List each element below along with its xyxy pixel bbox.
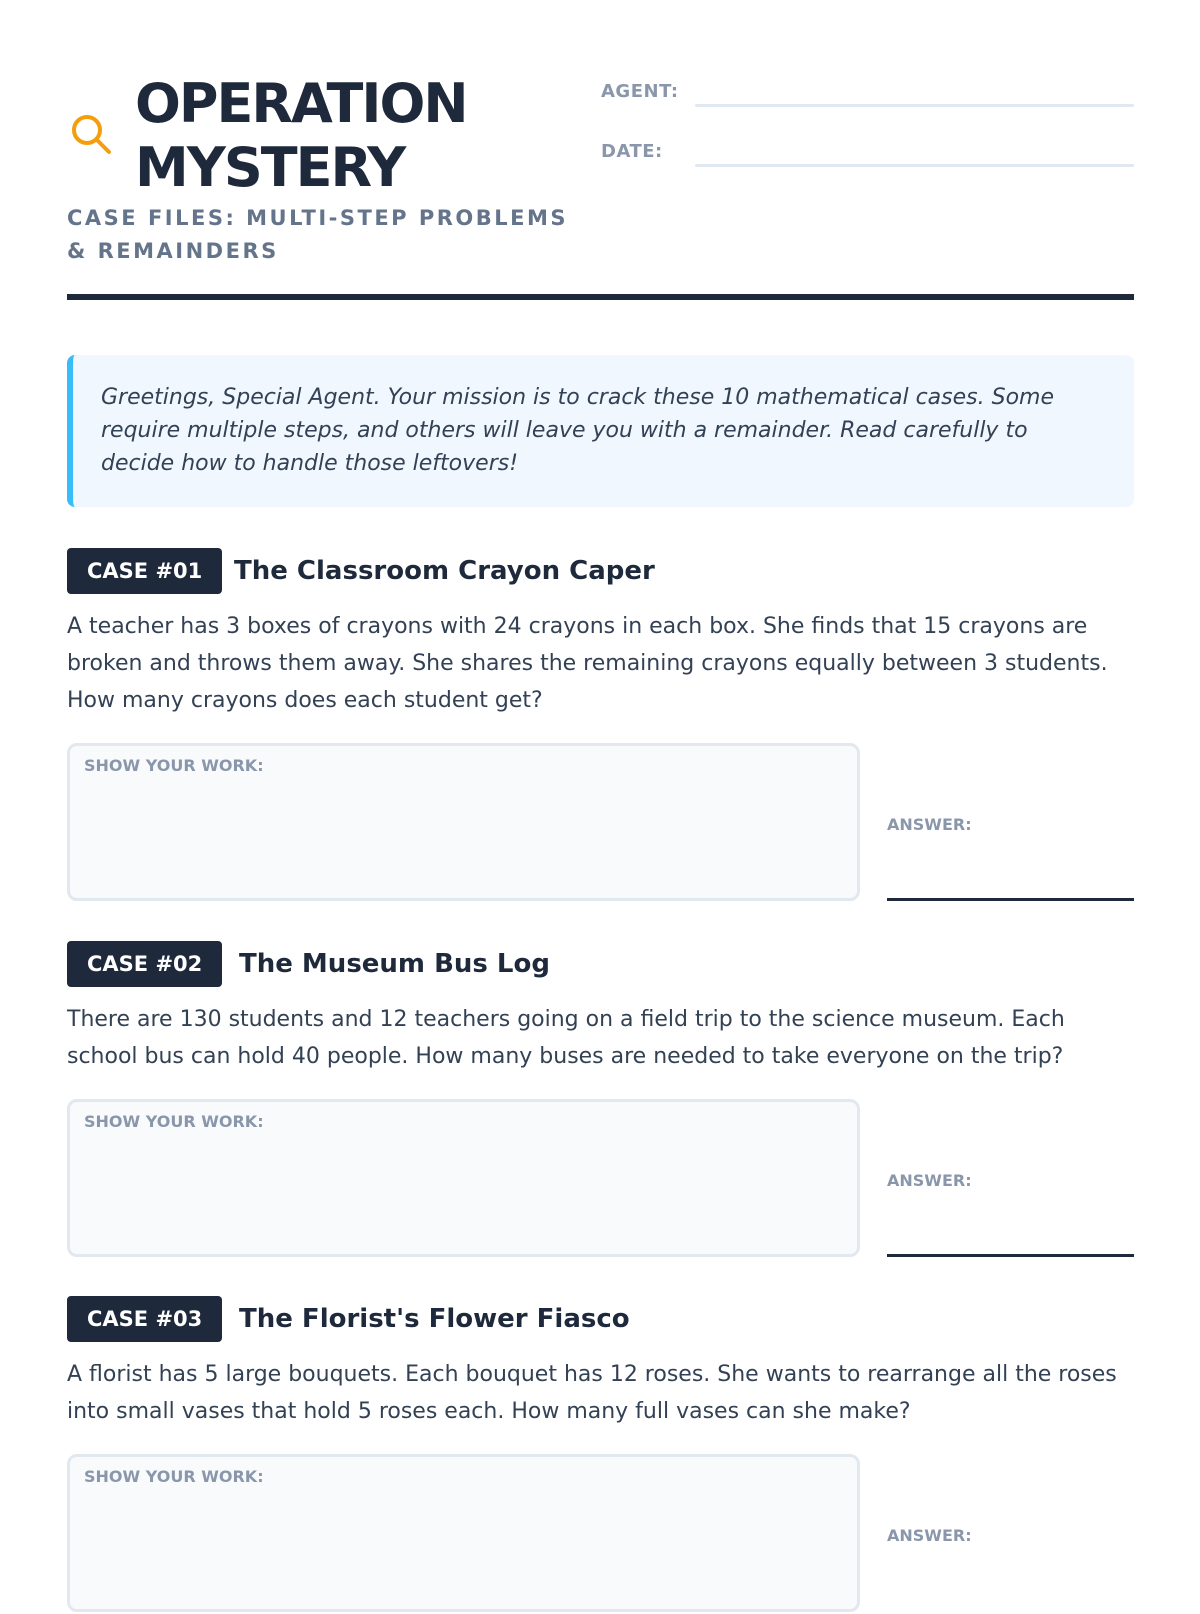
case-card — [67, 941, 1134, 1259]
worksheet-header — [67, 0, 1134, 300]
intro-text: Greetings, Special Agent. Your mission is to crack these 10 mathematical cases. Some require multiple steps, and others will leave you with a remainder. Read carefully to decide how to handle those leftovers! — [101, 385, 1055, 476]
agent-fields — [601, 78, 1134, 198]
date-input-line[interactable] — [695, 164, 1134, 167]
mission-intro — [67, 355, 1134, 507]
case-badge: CASE #01 — [67, 548, 222, 594]
work-area — [67, 1454, 1134, 1614]
work-area — [67, 743, 1134, 903]
title-line-2: MYSTERY — [135, 136, 405, 199]
case-problem-text: There are 130 students and 12 teachers going on a field trip to the science museum. Each school bus can hold 40 people. How many buses are needed to take everyone on the trip? — [67, 1007, 1065, 1069]
work-label: SHOW YOUR WORK: — [84, 1112, 264, 1131]
work-area — [67, 1099, 1134, 1259]
magnifying-glass-icon — [69, 112, 113, 156]
header-divider — [67, 294, 1134, 300]
work-box[interactable] — [67, 743, 860, 901]
work-box[interactable] — [67, 1099, 860, 1257]
date-field — [601, 138, 1134, 198]
case-title: The Classroom Crayon Caper — [234, 556, 655, 586]
work-box[interactable] — [67, 1454, 860, 1612]
answer-line[interactable] — [887, 1254, 1134, 1257]
case-badge: CASE #03 — [67, 1296, 222, 1342]
case-header — [67, 941, 1134, 987]
work-label: SHOW YOUR WORK: — [84, 1467, 264, 1486]
case-header — [67, 548, 1134, 594]
work-label: SHOW YOUR WORK: — [84, 756, 264, 775]
page-title — [135, 72, 595, 200]
case-header — [67, 1296, 1134, 1342]
page-subtitle — [67, 202, 627, 268]
case-problem-text: A teacher has 3 boxes of crayons with 24 crayons in each box. She finds that 15 crayons are broken and throws them away. She shares the remaining crayons equally between 3 students. How many crayons does each student get? — [67, 614, 1108, 713]
answer-line[interactable] — [887, 898, 1134, 901]
title-line-1: OPERATION — [135, 72, 467, 135]
case-problem-text: A florist has 5 large bouquets. Each bouquet has 12 roses. She wants to rearrange all the roses into small vases that hold 5 roses each. How many full vases can she make? — [67, 1362, 1117, 1424]
case-badge: CASE #02 — [67, 941, 222, 987]
subtitle-line-2: & REMAINDERS — [67, 239, 279, 263]
subtitle-line-1: CASE FILES: MULTI-STEP PROBLEMS — [67, 206, 569, 230]
agent-input-line[interactable] — [695, 104, 1134, 107]
agent-field — [601, 78, 1134, 138]
date-label: DATE: — [601, 141, 663, 162]
answer-label: ANSWER: — [887, 1171, 972, 1190]
worksheet-page — [67, 0, 1134, 1545]
case-title: The Florist's Flower Fiasco — [239, 1304, 630, 1334]
agent-label: AGENT: — [601, 81, 679, 102]
case-card — [67, 548, 1134, 903]
case-card — [67, 1296, 1134, 1614]
answer-label: ANSWER: — [887, 1526, 972, 1545]
answer-label: ANSWER: — [887, 815, 972, 834]
case-title: The Museum Bus Log — [239, 949, 550, 979]
